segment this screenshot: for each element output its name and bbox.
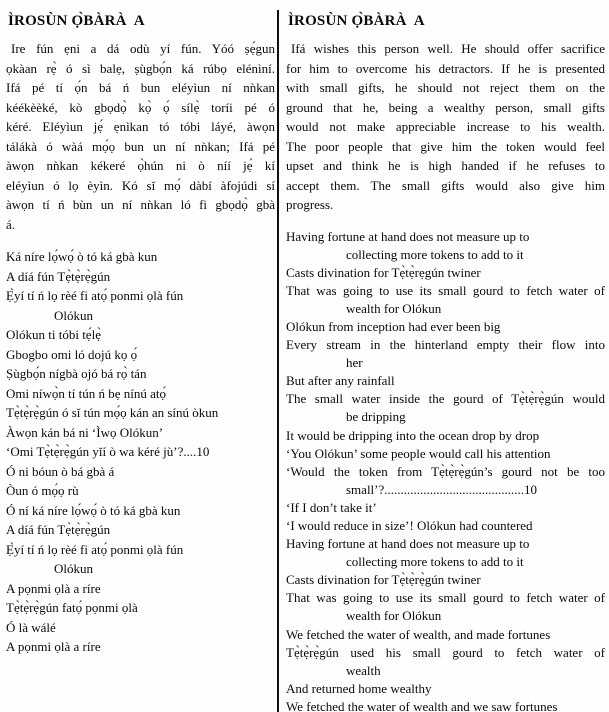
text-line: Having fortune at hand does not measure up to — [286, 536, 530, 552]
text-line: Olókun — [54, 561, 93, 576]
text-line: It would be dripping into the ocean drop by drop — [286, 427, 540, 443]
text-line: Casts divination for Tẹ̀tẹ̀rẹgún twiner — [286, 264, 481, 280]
text-line: Ire fún ẹni a dá odù yí fún. Yóó ṣẹ́gun — [11, 41, 275, 56]
column-divider — [277, 10, 279, 712]
column-yoruba — [6, 12, 275, 657]
text-line: progress. — [286, 197, 334, 212]
text-line: ‘You Olókun’ some people would call his attention — [286, 445, 551, 461]
text-line: And returned home wealthy — [286, 680, 432, 696]
text-line: We fetched the water of wealth and we saw fortunes — [286, 698, 558, 712]
odu-title-english: ÌROSÙN Ọ̀BÀRÀ A — [288, 13, 425, 29]
verse-block-english — [286, 228, 605, 712]
text-line: That was going to use its small gourd to fetch water of — [286, 282, 605, 298]
text-line: kéré. Eléyìun jẹ́ ẹnìkan tó tóbi láyé, àwọn — [6, 119, 275, 134]
text-line: Omi níwọ̀n tí tún ń bẹ nínú atọ́ — [6, 385, 166, 401]
text-line: Tẹ̀tẹ̀rẹ̀gún used his small gourd to fetch water of — [286, 644, 605, 660]
text-line: Tẹ̀tẹ̀rẹ̀gún fatọ́ pọnmi ọlà — [6, 600, 138, 615]
odu-title-yoruba: ÌROSÙN Ọ̀BÀRÀ A — [8, 13, 145, 29]
text-line: ‘Would the token from Tẹ̀tẹ̀rẹ̀gún’s gourd not be too — [286, 463, 605, 479]
text-line: Olókun ti tóbi tẹ́lẹ̀ — [6, 327, 101, 342]
verse-block-yoruba — [6, 247, 275, 657]
text-line: small’?...........................................10 — [346, 481, 538, 497]
text-line: Ká níre lọ́wọ́ ò tó ká gbà kun — [6, 249, 158, 264]
text-line: We fetched the water of wealth, and made fortunes — [286, 626, 551, 642]
text-line: That was going to use its small gourd to fetch water of — [286, 590, 605, 606]
text-line: collecting more tokens to add to it — [346, 246, 524, 262]
text-line: Ó ni bóun ò bá gbà á — [6, 463, 115, 479]
text-line: Ó ní ká níre lọ́wọ́ ò tó ká gbà kun — [6, 502, 181, 518]
text-line: kéékèèké, kò gbọdọ̀ kọ̀ ọ́ sílẹ̀ toríi pé ó — [6, 99, 275, 115]
text-line: Àwọn kán bá ni ‘Ìwọ Olókun’ — [6, 424, 164, 440]
text-line: upset and think he is high handed if he refuses to — [286, 158, 605, 173]
text-line: A pọnmi ọlà a ríre — [6, 580, 101, 596]
text-line: Gbogbo omi ló dojú kọ ọ́ — [6, 346, 138, 362]
text-line: eléyìun ó lọ èyìn. Kó sǐ mọ́ dàbí àfojúdi sí — [6, 177, 275, 193]
text-line: Every stream in the hinterland empty their flow into — [286, 337, 605, 353]
text-line: But after any rainfall — [286, 373, 395, 389]
text-line: ọkàan rẹ̀ ó sì balẹ, ṣùgbọ́n ká rúbọ elénìní. — [6, 60, 275, 76]
text-line: Tẹ̀tẹ̀rẹ̀gún ó sǐ tún mọ́ọ kán an sínú òkun — [6, 405, 219, 420]
text-line: Ẹ̀yí tí ń lọ rèé fi atọ́ ponmi ọlà fún — [6, 288, 184, 303]
text-line: wealth for Olókun — [346, 608, 442, 624]
intro-paragraph-english — [286, 39, 605, 215]
text-line: Casts divination for Tẹ̀tẹ̀rẹ̀gún twiner — [286, 572, 481, 588]
text-line: collecting more tokens to add to it — [346, 554, 524, 570]
text-line: Ó là wálé — [6, 619, 56, 635]
text-line: accept them. The small gifts would also give him — [286, 177, 605, 193]
text-line: A pọnmi ọlà a ríre — [6, 639, 101, 654]
text-line: wealth for Olókun — [346, 300, 442, 316]
text-line: A díá fún Tẹ̀tẹ̀rẹ̀gún — [6, 268, 111, 284]
text-line: Ẹ̀yí tí ń lọ rèé fi atọ́ ponmi ọlà fún — [6, 541, 184, 557]
text-line: Having fortune at hand does not measure up to — [286, 228, 530, 244]
text-line: Ifá pé tí ọ́n bá ń bun eléyìun ní nǹkan — [6, 80, 275, 95]
text-line: with small gifts, he should not reject them on the — [286, 80, 605, 95]
text-line: ‘If I don’t take it’ — [286, 499, 377, 515]
text-line: Olókun — [54, 307, 93, 323]
text-line: her — [346, 355, 363, 371]
text-line: be dripping — [346, 409, 406, 425]
text-line: àwọn tí ń bùn un ní nǹkan ló fi gbọdọ̀ gbà — [6, 197, 275, 212]
text-line: Olókun from inception had ever been big — [286, 318, 501, 334]
text-line: ‘Omi Tẹ̀tẹ̀rẹ̀gún yǐí ò wa kéré jù’?....10 — [6, 444, 210, 459]
text-line: tálákà ó wàá mọ́ọ bun un ní nǹkan; Ifá pé — [6, 138, 275, 154]
text-line: Òun ó mọ́ọ rù — [6, 483, 79, 498]
text-line: The poor people that give him the token would feel — [286, 138, 605, 154]
text-line: ‘I would reduce in size’! Olókun had countered — [286, 518, 533, 533]
text-line: The small water inside the gourd of Tẹ̀tẹ̀rẹ̀gún would — [286, 391, 605, 407]
column-english — [286, 12, 605, 712]
text-line: Ṣùgbọ́n nígbà ojó bá rọ̀ tán — [6, 366, 147, 381]
intro-paragraph-yoruba — [6, 39, 275, 234]
text-line: á. — [6, 216, 16, 232]
text-line: for him to overcome his detractors. If he is presented — [286, 60, 605, 76]
text-line: A díá fún Tẹ̀tẹ̀rẹ̀gún — [6, 522, 111, 537]
text-line: ground that he, being a wealthy person, small gifts — [286, 99, 605, 115]
text-line: would not make appreciable increase to his wealth. — [286, 119, 605, 134]
text-line: àwọn nǹkan kékeré ọ̀hún ni ò níí jẹ́ kí — [6, 158, 275, 173]
text-line: Ifá wishes this person well. He should offer sacrifice — [291, 41, 605, 56]
text-line: wealth — [346, 662, 381, 678]
